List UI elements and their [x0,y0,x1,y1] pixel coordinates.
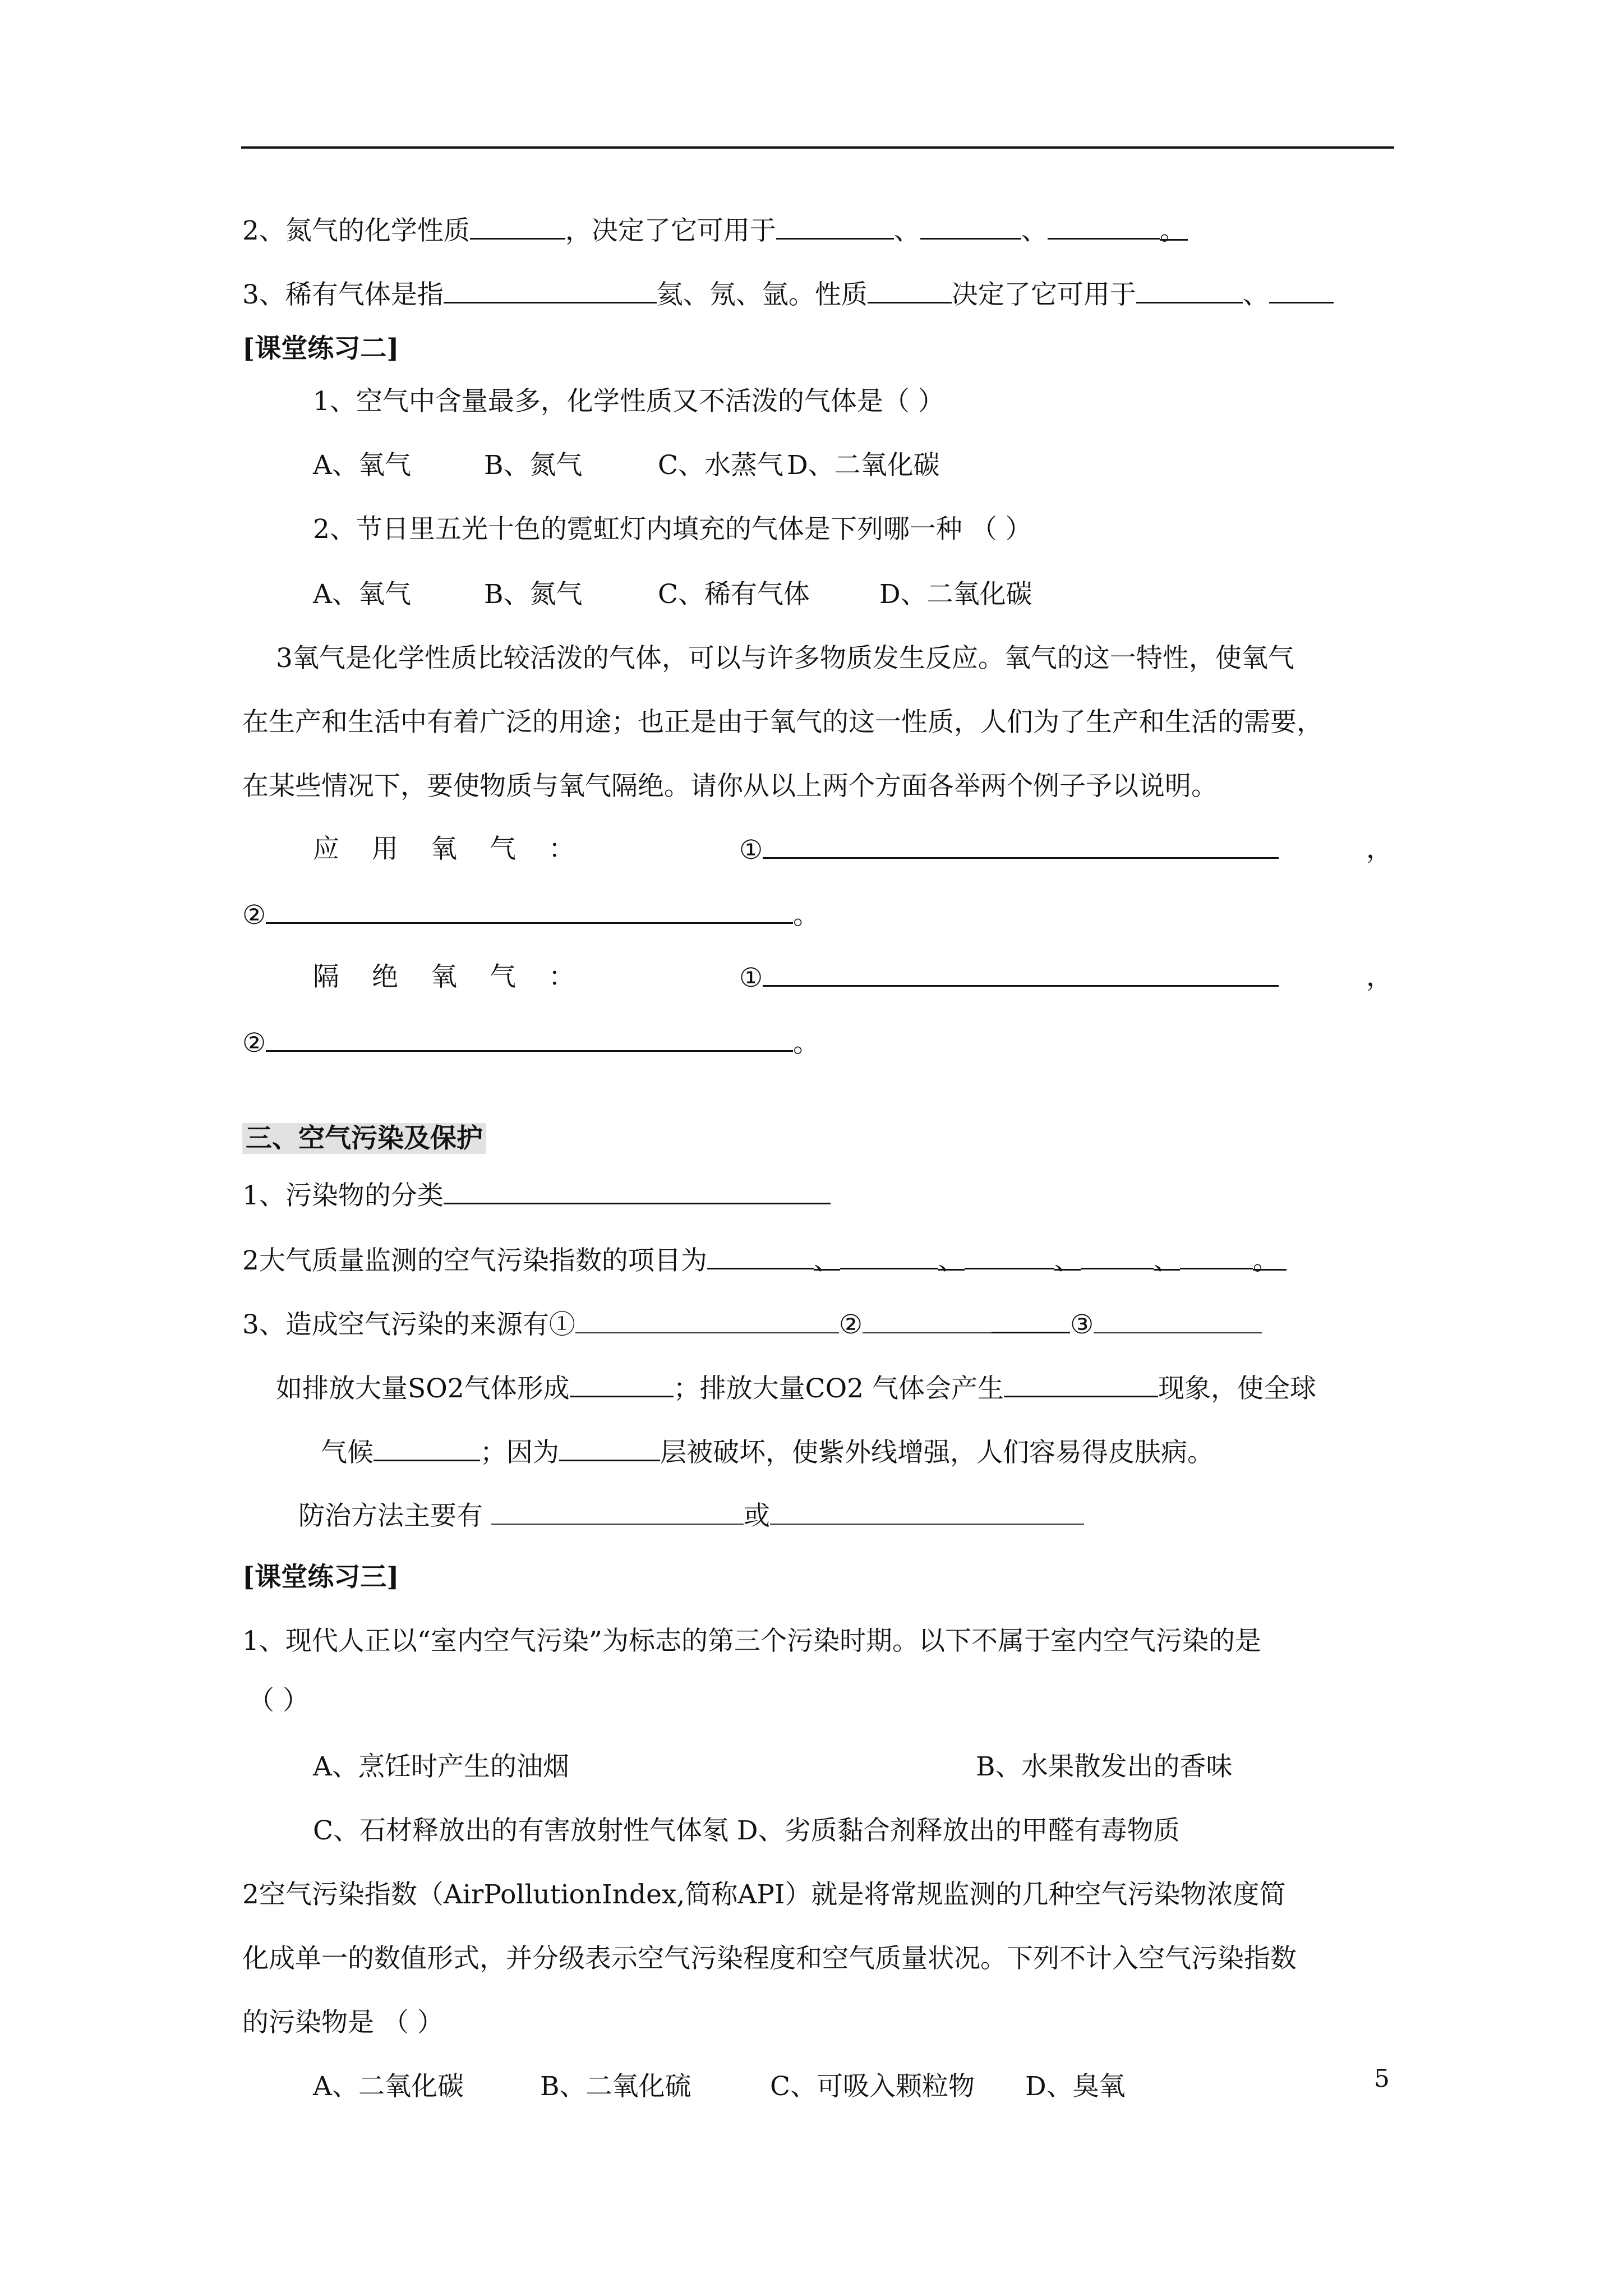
blank [559,1435,660,1461]
ex3-q1-line-1: 1、现代人正以“室内空气污染”为标志的第三个污染时期。以下不属于室内空气污染的是 [242,1626,1261,1657]
blank [863,1308,992,1333]
option-c: C、可吸入颗粒物 [770,2071,975,2102]
rare-gas-line: 3、稀有气体是指 氦、氖、氩。性质 决定了它可用于 、 [242,277,1334,312]
api-items-line: 2大气质量监测的空气污染指数的项目为 、 、 、 、 。 [242,1243,1287,1278]
apply-oxygen-blank-1: ① [739,832,1279,867]
option-d: D、二氧化碳 [787,450,940,481]
ex3-q2-line-3: 的污染物是 （ ） [242,2007,444,2038]
isolate-oxygen-blank-2: ② 。 [242,1025,819,1060]
pollution-sources-line: 3、造成空气污染的来源有① ② ③ [242,1307,1262,1342]
blank [965,1243,1054,1269]
option-d: D、臭氧 [1025,2071,1126,2102]
comma: ， [1366,834,1393,864]
exercise-2-title: [课堂练习二] [242,333,399,364]
ex2-q2-options [313,578,1032,611]
blank [1004,1371,1158,1397]
option-c: C、水蒸气 [658,450,783,481]
blank [707,1243,814,1269]
blank [763,832,1279,859]
blank [920,213,1021,240]
ex2-q1-options [313,449,940,482]
option-d: D、二氧化碳 [879,579,1032,610]
ex3-q2-line-2: 化成单一的数值形式，并分级表示空气污染程度和空气质量状况。下列不计入空气污染指数 [242,1943,1297,1974]
prevention-line: 防治方法主要有 或 [298,1499,1084,1533]
blank [444,1178,831,1204]
blank [575,1308,839,1333]
option-a: A、氧气 [313,450,411,481]
isolate-oxygen-blank-1: ① [739,960,1279,995]
header-rule [241,146,1394,149]
blank [266,898,793,924]
blank [1269,277,1334,303]
ex3-q1-options-cd: C、石材释放出的有害放射性气体氡 D、劣质黏合剂释放出的甲醛有毒物质 [313,1815,1180,1846]
blank [570,1371,674,1397]
ex3-q1-option-b: B、水果散发出的香味 [976,1751,1233,1782]
pollutant-classification-line: 1、污染物的分类 [242,1178,831,1213]
blank [840,1243,938,1269]
comma: ， [1366,961,1393,992]
option-a: A、氧气 [313,579,411,610]
nitrogen-line: 2、氮气的化学性质 ，决定了它可用于 、 、 。 [242,213,1188,248]
option-b: B、二氧化硫 [540,2071,691,2102]
option-b: B、氮气 [484,579,583,610]
blank [470,213,565,240]
blank [992,1307,1070,1333]
ex3-q1-option-a: A、烹饪时产生的油烟 [313,1751,569,1782]
blank [491,1499,744,1525]
exercise-3-title: [课堂练习三] [242,1562,399,1593]
ex2-question-1: 1、空气中含量最多，化学性质又不活泼的气体是（ ） [313,386,944,417]
blank [763,960,1279,987]
blank [770,1499,1084,1525]
ex2-q3-line-1: 3氧气是化学性质比较活泼的气体，可以与许多物质发生反应。氧气的这一特性，使氧气 [276,643,1294,674]
blank [266,1025,793,1052]
blank [374,1435,480,1461]
blank [1048,213,1160,240]
blank [1081,1243,1154,1269]
ex2-q3-line-3: 在某些情况下，要使物质与氧气隔绝。请你从以上两个方面各举两个例子予以说明。 [242,771,1218,802]
apply-oxygen-blank-2: ② 。 [242,898,819,932]
blank [776,213,894,240]
apply-oxygen-line: 应用氧气： [313,834,607,864]
blank [1136,277,1243,303]
isolate-oxygen-line: 隔绝氧气： [313,961,607,992]
climate-ozone-line: 气候 ；因为 层被破坏，使紫外线增强，人们容易得皮肤病。 [321,1435,1214,1470]
ex2-question-2: 2、节日里五光十色的霓虹灯内填充的气体是下列哪一种 （ ） [313,514,1032,545]
option-a: A、二氧化碳 [313,2071,464,2102]
so2-co2-line: 如排放大量SO2气体形成 ；排放大量CO2 气体会产生 现象，使全球 [276,1371,1316,1406]
ex3-q2-options [313,2070,1126,2104]
page-number: 5 [1374,2064,1390,2093]
blank [1094,1308,1262,1333]
option-b: B、氮气 [484,450,583,481]
blank [1180,1243,1253,1269]
blank [868,277,952,303]
ex3-q1-line-2: （ ） [248,1685,309,1716]
blank [444,277,657,303]
ex2-q3-line-2: 在生产和生活中有着广泛的用途；也正是由于氧气的这一性质，人们为了生产和生活的需要， [242,707,1323,738]
section-3-title: 三、空气污染及保护 [242,1122,486,1156]
ex3-q2-line-1: 2空气污染指数（AirPollutionIndex,简称API）就是将常规监测的几种空气污染物浓度简 [242,1879,1286,1910]
option-c: C、稀有气体 [658,579,810,610]
